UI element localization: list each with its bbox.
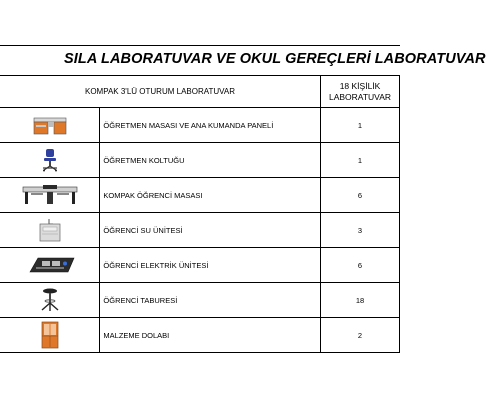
table-row bbox=[0, 283, 400, 318]
stool-icon bbox=[0, 283, 100, 318]
header-capacity-line2: LABORATUVAR bbox=[328, 91, 392, 102]
row-name: ÖĞRETMEN MASASI VE ANA KUMANDA PANELİ bbox=[100, 108, 321, 143]
row-name: ÖĞRENCİ ELEKTRİK ÜNİTESİ bbox=[100, 248, 321, 283]
title-row bbox=[0, 45, 486, 76]
header-capacity-line1: 18 KİŞİLİK bbox=[339, 80, 381, 91]
row-qty: 6 bbox=[321, 248, 400, 283]
cabinet-icon bbox=[0, 318, 100, 353]
table-row bbox=[0, 143, 400, 178]
row-qty: 1 bbox=[321, 143, 400, 178]
table-header bbox=[0, 76, 400, 108]
page-title: SILA LABORATUVAR VE OKUL GEREÇLERİ LABORATUVAR bbox=[64, 51, 486, 67]
teacher-desk-icon bbox=[0, 108, 100, 143]
row-qty: 6 bbox=[321, 178, 400, 213]
electric-unit-icon bbox=[0, 248, 100, 283]
table-row bbox=[0, 318, 400, 353]
row-qty: 1 bbox=[321, 108, 400, 143]
office-chair-icon bbox=[0, 143, 100, 178]
table-row bbox=[0, 178, 400, 213]
table-row bbox=[0, 213, 400, 248]
row-name: ÖĞRETMEN KOLTUĞU bbox=[100, 143, 321, 178]
water-unit-icon bbox=[0, 213, 100, 248]
row-name: MALZEME DOLABI bbox=[100, 318, 321, 353]
row-name: ÖĞRENCİ TABURESİ bbox=[100, 283, 321, 318]
row-qty: 2 bbox=[321, 318, 400, 353]
row-name: ÖĞRENCİ SU ÜNİTESİ bbox=[100, 213, 321, 248]
student-desk-icon bbox=[0, 178, 100, 213]
table-row bbox=[0, 248, 400, 283]
header-layout-name: KOMPAK 3'LÜ OTURUM LABORATUVAR bbox=[0, 76, 321, 108]
row-qty: 18 bbox=[321, 283, 400, 318]
table-row bbox=[0, 108, 400, 143]
equipment-table bbox=[0, 75, 400, 353]
row-name: KOMPAK ÖĞRENCİ MASASI bbox=[100, 178, 321, 213]
row-qty: 3 bbox=[321, 213, 400, 248]
header-capacity bbox=[321, 76, 400, 108]
